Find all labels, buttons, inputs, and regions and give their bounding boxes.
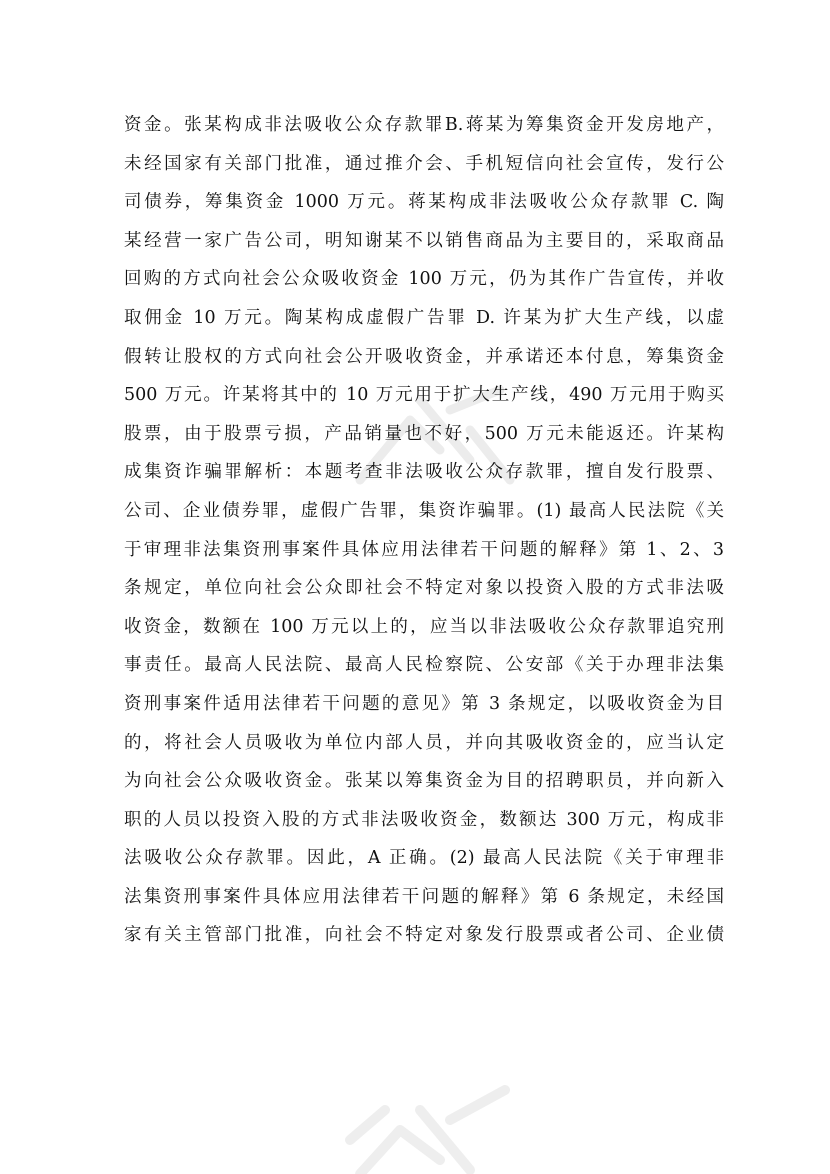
body-line: 假转让股权的方式向社会公开吸收资金，并承诺还本付息，筹集资金 [124,346,724,367]
body-line: 为向社会公众吸收资金。张某以筹集资金为目的招聘职员，并向新入 [124,771,724,792]
body-line: 某经营一家广告公司，明知谢某不以销售商品为主要目的，采取商品 [124,230,724,251]
body-line: 事责任。最高人民法院、最高人民检察院、公安部《关于办理非法集 [124,655,724,676]
body-line: 法集资刑事案件具体应用法律若干问题的解释》第 6 条规定，未经国 [124,886,724,907]
body-line: 未经国家有关部门批准，通过推介会、手机短信向社会宣传，发行公 [124,153,724,174]
body-line: 司债券，筹集资金 1000 万元。蒋某构成非法吸收公众存款罪 C. 陶 [124,192,724,213]
body-line: 股票，由于股票亏损，产品销量也不好，500 万元未能返还。许某构 [124,423,724,444]
body-line: 资金。张某构成非法吸收公众存款罪B.蒋某为筹集资金开发房地产， [124,115,724,135]
body-line: 回购的方式向社会公众吸收资金 100 万元，仍为其作广告宣传，并收 [124,269,724,290]
body-line: 资刑事案件适用法律若干问题的意见》第 3 条规定，以吸收资金为目 [124,693,724,714]
body-line: 条规定，单位向社会公众即社会不特定对象以投资入股的方式非法吸 [124,578,724,599]
body-line: 职的人员以投资入股的方式非法吸收资金，数额达 300 万元，构成非 [124,809,724,830]
body-line: 500 万元。许某将其中的 10 万元用于扩大生产线，490 万元用于购买 [124,385,724,406]
body-line: 家有关主管部门批准，向社会不特定对象发行股票或者公司、企业债 [124,925,724,946]
body-line: 取佣金 10 万元。陶某构成虚假广告罪 D. 许某为扩大生产线，以虚 [124,307,724,328]
watermark-bottom-graphic [290,1050,550,1174]
body-line: 公司、企业债券罪，虚假广告罪，集资诈骗罪。(1) 最高人民法院《关 [124,500,724,521]
body-line: 法吸收公众存款罪。因此，A 正确。(2) 最高人民法院《关于审理非 [124,848,724,869]
body-line: 成集资诈骗罪解析：本题考查非法吸收公众存款罪，擅自发行股票、 [124,462,724,483]
watermark-bottom [290,1050,550,1174]
body-line: 收资金，数额在 100 万元以上的，应当以非法吸收公众存款罪追究刑 [124,616,724,637]
body-line: 于审理非法集资刑事案件具体应用法律若干问题的解释》第 1、2、3 [124,539,724,560]
document-body [124,106,724,955]
body-line: 的，将社会人员吸收为单位内部人员，并向其吸收资金的，应当认定 [124,732,724,753]
